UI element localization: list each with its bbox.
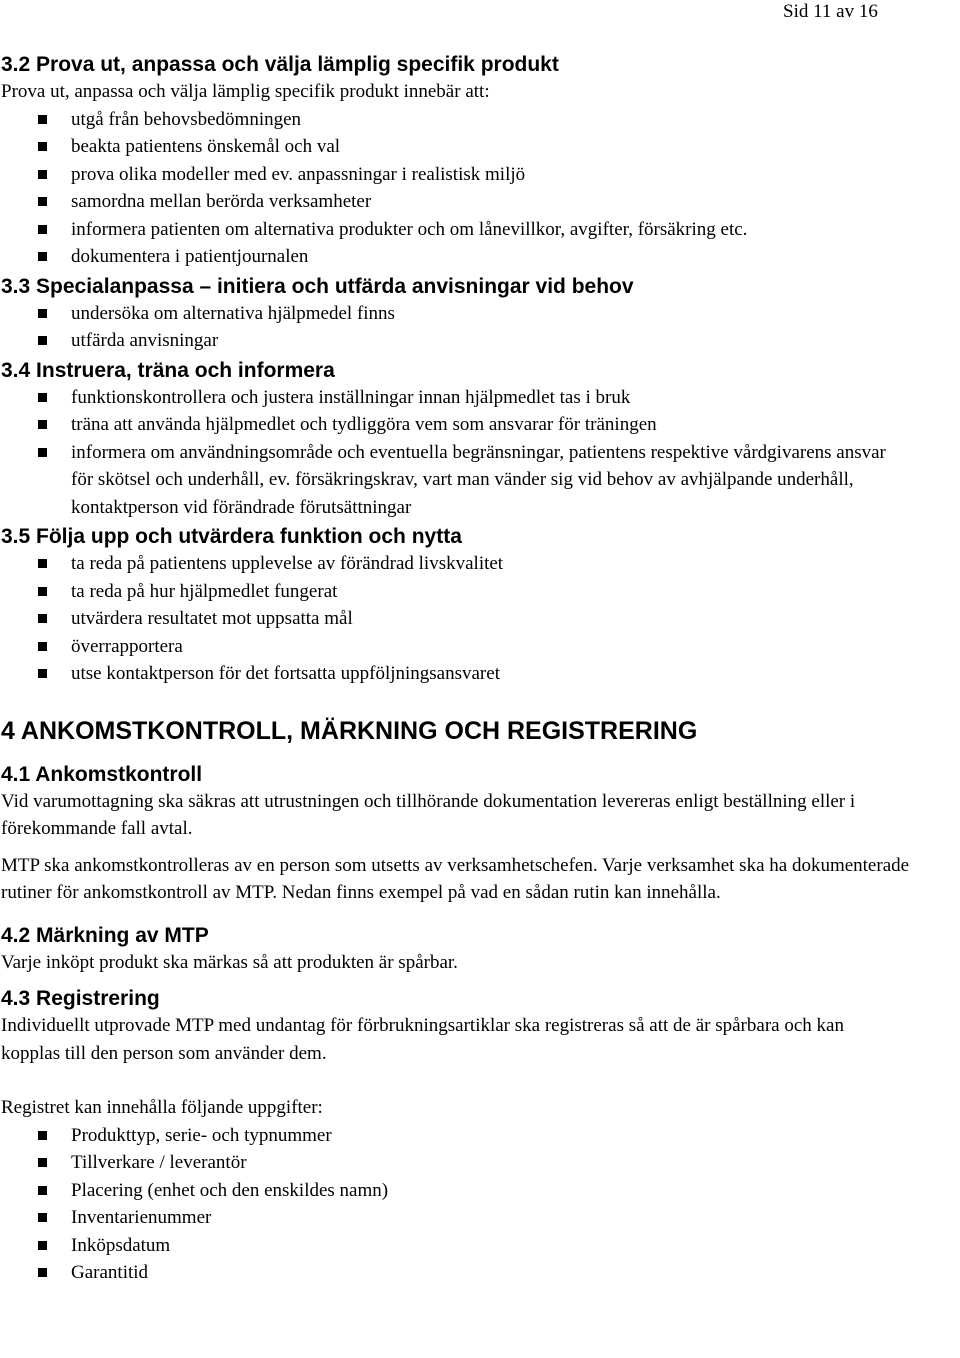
section-3-2-intro: Prova ut, anpassa och välja lämplig specifik produkt innebär att: xyxy=(1,81,490,102)
list-item: utse kontaktperson för det fortsatta uppföljningsansvaret xyxy=(1,660,959,688)
square-bullet-icon xyxy=(38,669,47,678)
heading-4-2: 4.2 Märkning av MTP xyxy=(1,923,209,947)
register-intro: Registret kan innehålla följande uppgifter: xyxy=(1,1097,323,1118)
square-bullet-icon xyxy=(38,587,47,596)
heading-3-2: 3.2 Prova ut, anpassa och välja lämplig specifik produkt xyxy=(1,53,559,76)
list-item: utfärda anvisningar xyxy=(1,327,959,355)
square-bullet-icon xyxy=(38,1158,47,1167)
section-4-3-paragraph: Individuellt utprovade MTP med undantag för förbrukningsartiklar ska registreras så att de är spårbara och kan kopplas till den person som använder dem. xyxy=(1,1015,844,1064)
square-bullet-icon xyxy=(38,1241,47,1250)
list-item: beakta patientens önskemål och val xyxy=(1,133,959,161)
list-item: Tillverkare / leverantör xyxy=(1,1149,959,1177)
list-item: prova olika modeller med ev. anpassningar i realistisk miljö xyxy=(1,161,959,189)
square-bullet-icon xyxy=(38,142,47,151)
square-bullet-icon xyxy=(38,197,47,206)
square-bullet-icon xyxy=(38,252,47,261)
square-bullet-icon xyxy=(38,1268,47,1277)
heading-3-4: 3.4 Instruera, träna och informera xyxy=(1,358,335,382)
square-bullet-icon xyxy=(38,559,47,568)
list-item: informera om användningsområde och eventuella begränsningar, patientens respektive vårdgivarens ansvar för skötsel och underhåll, ev. försäkringskrav, vart man vänder sig vid behov av avhjälpande underhåll, kontaktperson vid förändrade förutsättningar xyxy=(1,439,959,522)
page-number: Sid 11 av 16 xyxy=(783,1,878,22)
square-bullet-icon xyxy=(38,642,47,651)
list-item: Inventarienummer xyxy=(1,1204,959,1232)
square-bullet-icon xyxy=(38,1186,47,1195)
list-item: träna att använda hjälpmedlet och tydliggöra vem som ansvarar för träningen xyxy=(1,411,959,439)
chapter-4-heading: 4 ANKOMSTKONTROLL, MÄRKNING OCH REGISTRERING xyxy=(1,716,698,745)
register-list xyxy=(1,1122,959,1287)
square-bullet-icon xyxy=(38,420,47,429)
list-item: Inköpsdatum xyxy=(1,1232,959,1260)
list-item: Garantitid xyxy=(1,1259,959,1287)
list-item: utgå från behovsbedömningen xyxy=(1,106,959,134)
section-3-4-list xyxy=(1,384,959,522)
list-item: utvärdera resultatet mot uppsatta mål xyxy=(1,605,959,633)
list-item: funktionskontrollera och justera inställningar innan hjälpmedlet tas i bruk xyxy=(1,384,959,412)
square-bullet-icon xyxy=(38,1131,47,1140)
section-4-1-paragraph-1: Vid varumottagning ska säkras att utrustningen och tillhörande dokumentation levereras enligt beställning eller i förekommande fall avtal. xyxy=(1,790,856,839)
square-bullet-icon xyxy=(38,225,47,234)
list-item: samordna mellan berörda verksamheter xyxy=(1,188,959,216)
square-bullet-icon xyxy=(38,1213,47,1222)
list-item: Placering (enhet och den enskildes namn) xyxy=(1,1177,959,1205)
section-3-2-list xyxy=(1,106,959,271)
heading-3-5: 3.5 Följa upp och utvärdera funktion och nytta xyxy=(1,525,462,548)
section-3-5-list xyxy=(1,550,959,688)
heading-4-1: 4.1 Ankomstkontroll xyxy=(1,762,203,786)
list-item: undersöka om alternativa hjälpmedel finns xyxy=(1,300,959,328)
square-bullet-icon xyxy=(38,170,47,179)
list-item: ta reda på patientens upplevelse av förändrad livskvalitet xyxy=(1,550,959,578)
section-4-2-paragraph: Varje inköpt produkt ska märkas så att produkten är spårbar. xyxy=(1,951,458,973)
heading-4-3: 4.3 Registrering xyxy=(1,987,160,1010)
square-bullet-icon xyxy=(38,309,47,318)
square-bullet-icon xyxy=(38,393,47,402)
square-bullet-icon xyxy=(38,115,47,124)
list-item: överrapportera xyxy=(1,633,959,661)
section-3-3-list xyxy=(1,300,959,355)
square-bullet-icon xyxy=(38,448,47,457)
heading-3-3: 3.3 Specialanpassa – initiera och utfärda anvisningar vid behov xyxy=(1,274,634,298)
list-item: informera patienten om alternativa produkter och om lånevillkor, avgifter, försäkring etc. xyxy=(1,216,959,244)
list-item: ta reda på hur hjälpmedlet fungerat xyxy=(1,578,959,606)
square-bullet-icon xyxy=(38,336,47,345)
document-body xyxy=(1,51,959,1287)
list-item: Produkttyp, serie- och typnummer xyxy=(1,1122,959,1150)
square-bullet-icon xyxy=(38,614,47,623)
list-item: dokumentera i patientjournalen xyxy=(1,243,959,271)
section-4-1-paragraph-2: MTP ska ankomstkontrolleras av en person som utsetts av verksamhetschefen. Varje verksamhet ska ha dokumenterade rutiner för ankomstkontroll av MTP. Nedan finns exempel på vad en sådan rutin kan innehålla. xyxy=(1,854,910,903)
